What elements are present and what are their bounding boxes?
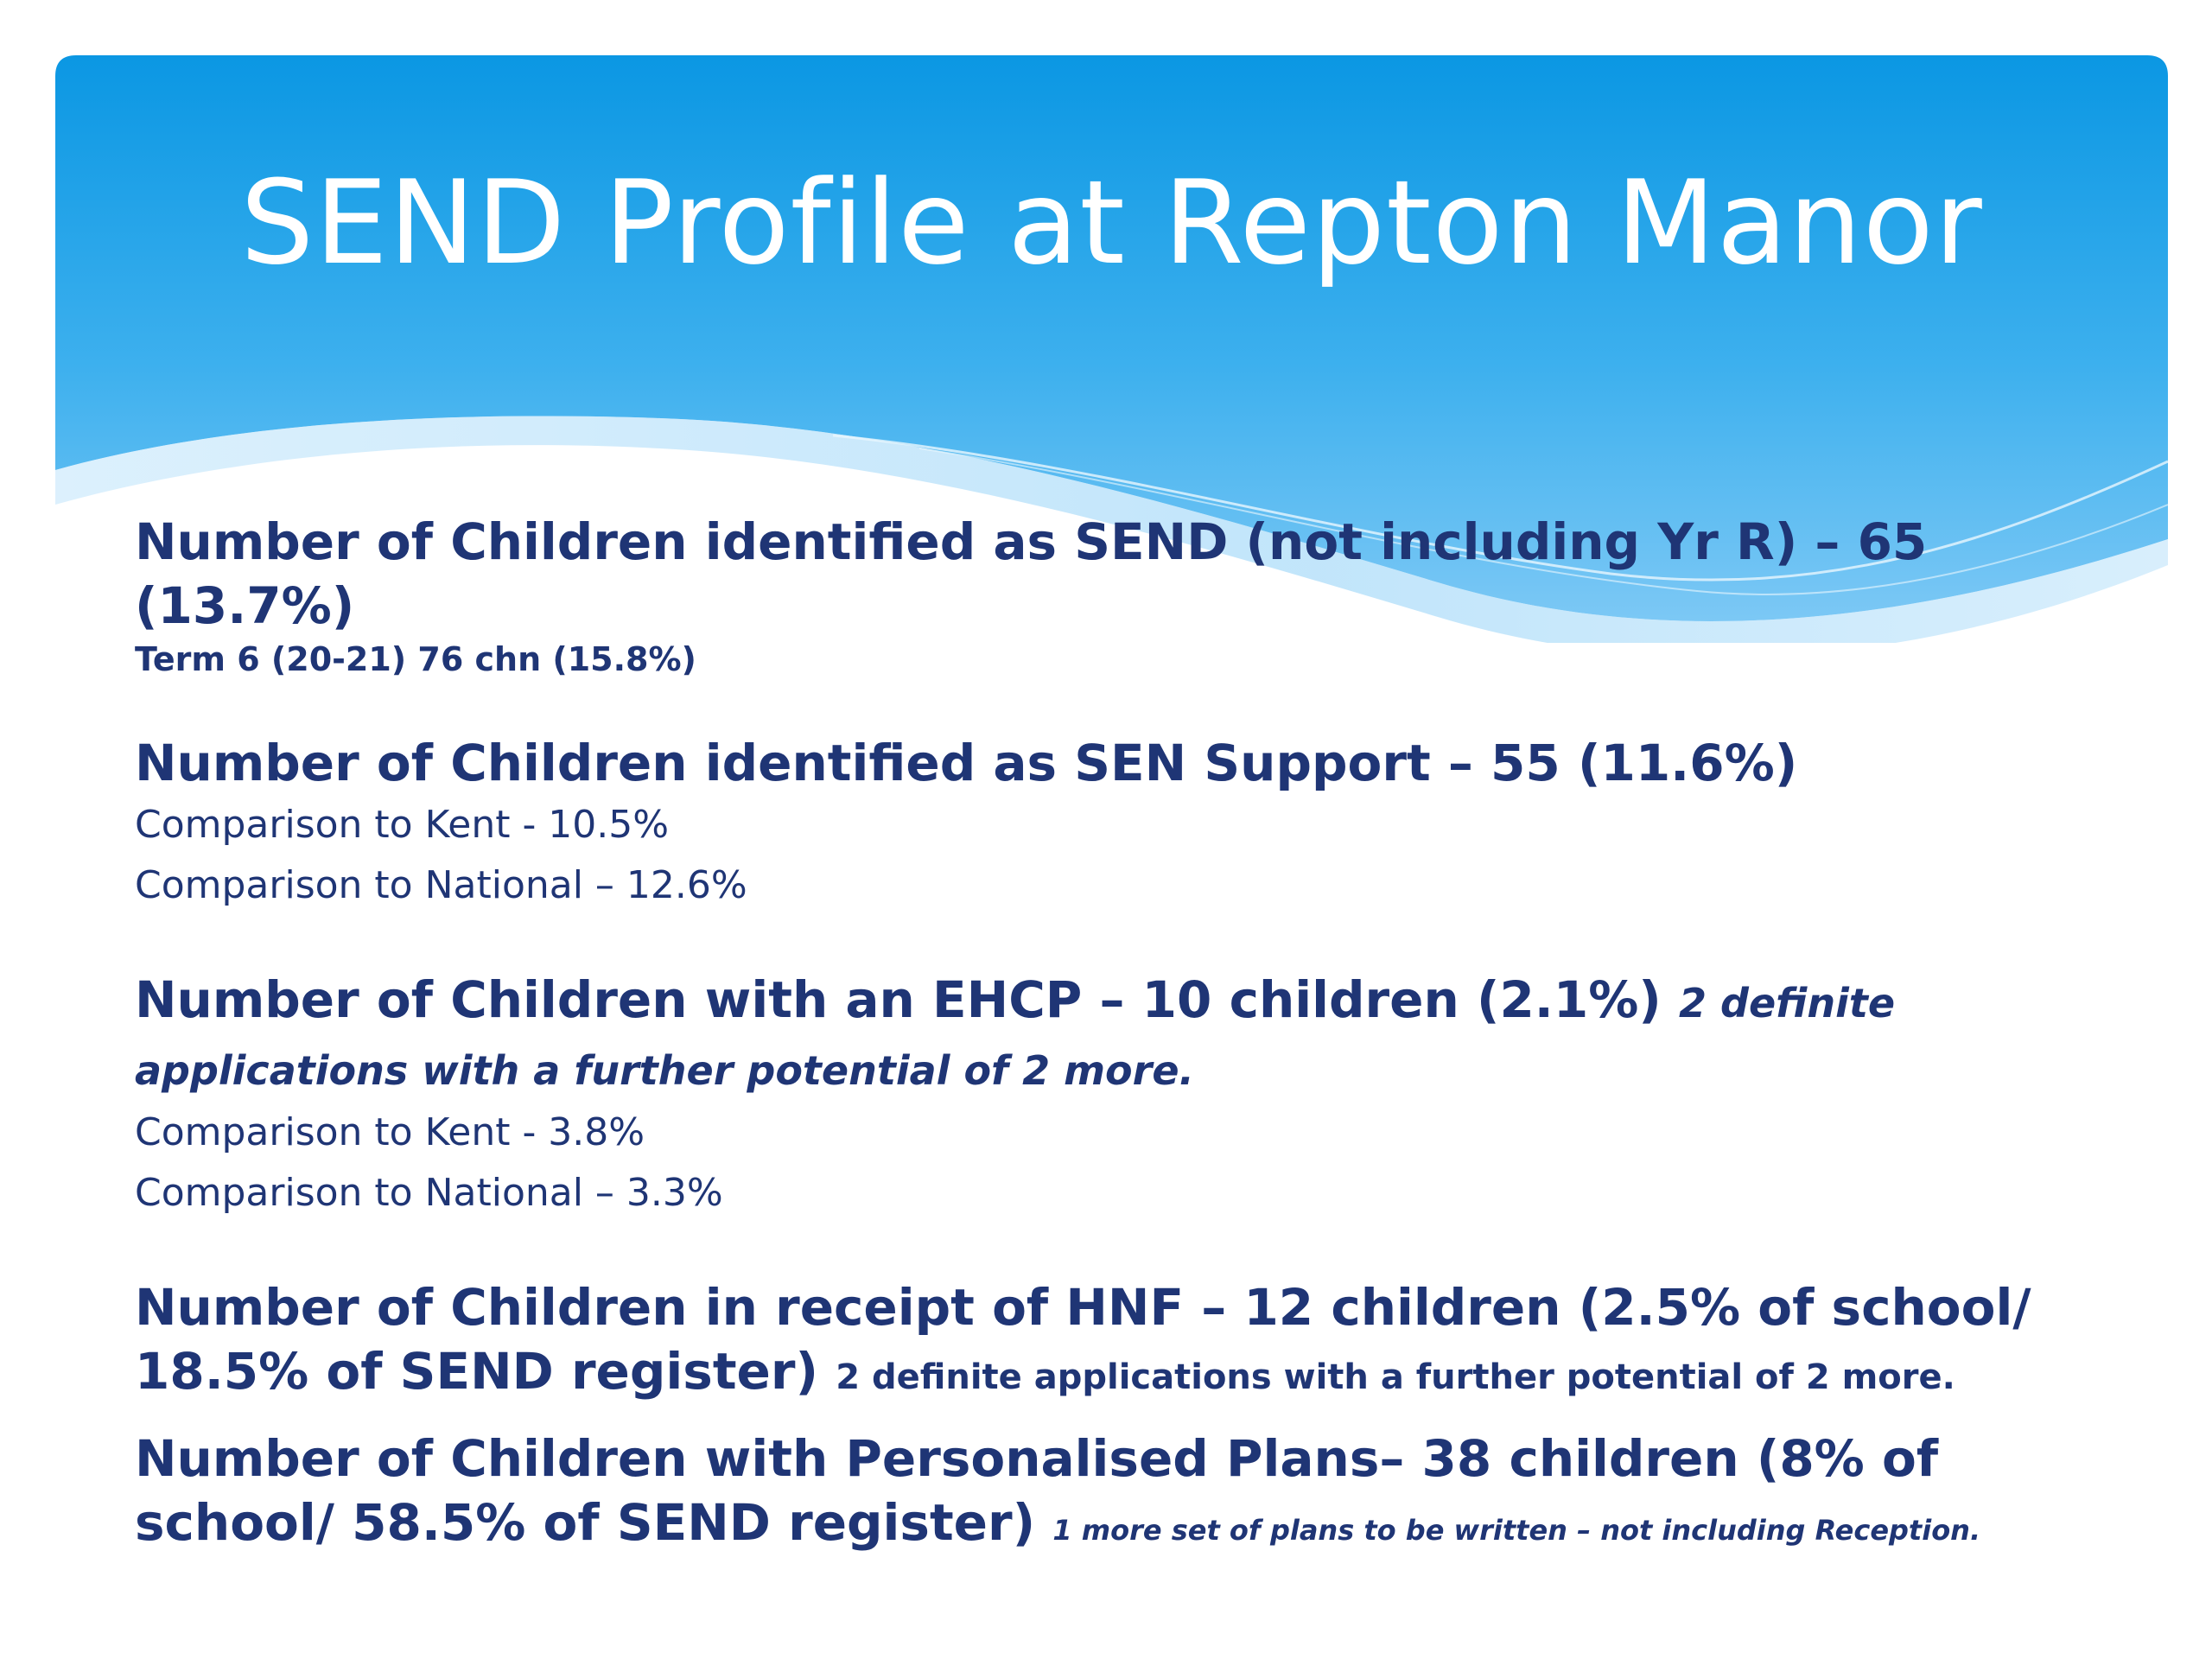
send-heading: Number of Children identified as SEND (not including Yr R) – 65 (13.7%) bbox=[135, 512, 1928, 635]
plans-heading: Number of Children with Personalised Plans– 38 children (8% of school/ 58.5% of SEND register) bbox=[135, 1429, 1939, 1552]
ehcp-heading: Number of Children with an EHCP – 10 children (2.1%) bbox=[135, 970, 1662, 1029]
ehcp-national-comparison: Comparison to National – 3.3% bbox=[135, 1171, 723, 1215]
hnf-note: 2 definite applications with a further potential of 2 more. bbox=[836, 1357, 1955, 1397]
plans-heading-line bbox=[135, 1427, 2105, 1562]
sen-support-section bbox=[135, 731, 2105, 916]
hnf-heading: Number of Children in receipt of HNF – 12 children (2.5% of school/ 18.5% of SEND register) bbox=[135, 1278, 2031, 1401]
sen-support-national-comparison: Comparison to National – 12.6% bbox=[135, 863, 747, 907]
send-term-note: Term 6 (20-21) 76 chn (15.8%) bbox=[135, 640, 696, 678]
ehcp-note: 2 definite applications with a further potential of 2 more. bbox=[135, 980, 1896, 1094]
content-area bbox=[135, 510, 2105, 1562]
ehcp-section bbox=[135, 968, 2105, 1224]
sen-support-heading: Number of Children identified as SEN Support – 55 (11.6%) bbox=[135, 734, 1798, 792]
slide-title: SEND Profile at Repton Manor bbox=[240, 156, 1983, 290]
sen-support-kent-comparison: Comparison to Kent - 10.5% bbox=[135, 803, 670, 847]
plans-note: 1 more set of plans to be written – not including Reception. bbox=[1052, 1514, 1981, 1547]
ehcp-heading-line bbox=[135, 968, 2105, 1103]
plans-section bbox=[135, 1427, 2105, 1562]
ehcp-kent-comparison: Comparison to Kent - 3.8% bbox=[135, 1110, 645, 1154]
send-section bbox=[135, 510, 2105, 681]
hnf-heading-line bbox=[135, 1275, 2105, 1409]
hnf-section bbox=[135, 1275, 2105, 1409]
